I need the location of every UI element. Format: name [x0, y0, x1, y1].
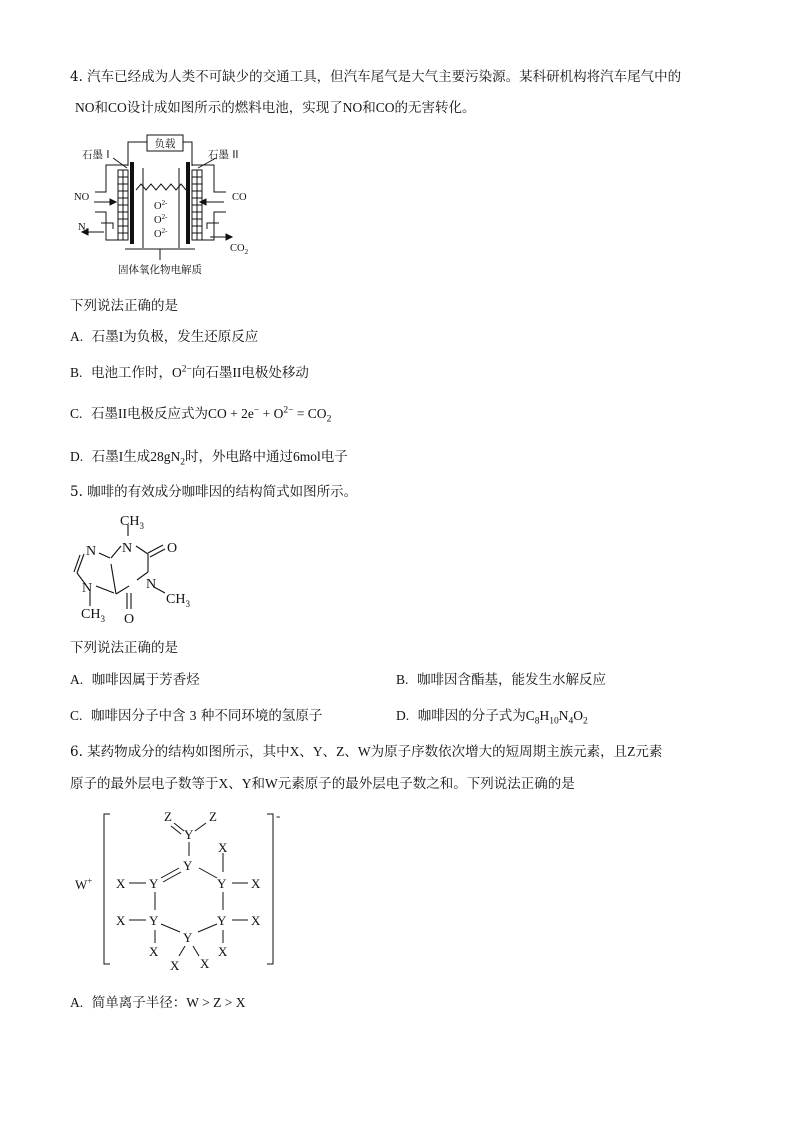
- caffeine-structure: [70, 508, 210, 628]
- co2-outlet-label: $CO_2$: [230, 243, 249, 256]
- electrode-right-label: 石墨 II: [208, 149, 239, 161]
- oxide-ion-label: $O^{2-}$: [154, 199, 168, 212]
- atom-n: N: [82, 581, 93, 596]
- q4-option-b: B. 电池工作时，$O^{2-}$向石墨II电极处移动: [70, 364, 309, 381]
- q5-stem: 5. 咖啡的有效成分咖啡因的结构简式如图所示。: [70, 484, 358, 500]
- atom-y: Y: [149, 913, 159, 928]
- q4-option-d: D. 石墨I生成$28gN_2$时，外电路中通过6mol电子: [70, 449, 348, 468]
- q6-line1: 6. 某药物成分的结构如图所示，其中X、Y、Z、W为原子序数依次增大的短周期主族元素，且Z元素: [70, 744, 663, 760]
- q5-option-c: C. 咖啡因分子中含 3 种不同环境的氢原子: [70, 708, 323, 724]
- oxide-ion-label: $O^{2-}$: [154, 227, 168, 240]
- methyl-group: $CH_3$: [81, 607, 105, 624]
- atom-x: X: [170, 958, 180, 973]
- co-inlet-label: CO: [232, 192, 247, 203]
- atom-x: X: [251, 913, 261, 928]
- methyl-group: $CH_3$: [166, 592, 190, 609]
- no-inlet-label: NO: [74, 192, 90, 203]
- atom-x: X: [218, 944, 228, 959]
- atom-n: N: [86, 544, 97, 559]
- atom-x: X: [218, 840, 228, 855]
- atom-y: Y: [183, 858, 193, 873]
- atom-n: N: [146, 577, 157, 592]
- n2-outlet-label: $N_2$: [78, 222, 90, 235]
- atom-y: Y: [217, 913, 227, 928]
- load-label: 负载: [154, 138, 176, 150]
- q5-option-a: A. 咖啡因属于芳香烃: [70, 672, 200, 688]
- q4-line1: 4. 汽车已经成为人类不可缺少的交通工具，但汽车尾气是大气主要污染源。某科研机构将汽车尾气中的: [70, 69, 682, 85]
- q6-line2: 原子的最外层电子数等于X、Y和W元素原子的最外层电子数之和。下列说法正确的是: [70, 776, 575, 792]
- electrode-left-label: 石墨 I: [82, 149, 110, 161]
- q4-option-a: A. 石墨I为负极，发生还原反应: [70, 329, 259, 345]
- cation-w: W+: [75, 876, 93, 892]
- graphite-electrode-right: [186, 162, 190, 244]
- q4-stem: 下列说法正确的是: [70, 298, 178, 314]
- atom-y: Y: [217, 876, 227, 891]
- atom-n: N: [122, 541, 133, 556]
- ion-structure: [70, 806, 300, 982]
- atom-z: Z: [164, 809, 172, 824]
- anion-charge: -: [276, 808, 281, 823]
- atom-x: X: [116, 876, 126, 891]
- fuel-cell-diagram: [70, 128, 270, 280]
- atom-z: Z: [209, 809, 217, 824]
- q4-line2: NO和CO设计成如图所示的燃料电池，实现了NO和CO的无害转化。: [75, 100, 476, 116]
- atom-x: X: [149, 944, 159, 959]
- atom-y: Y: [184, 827, 194, 842]
- atom-o: O: [124, 612, 135, 627]
- q5-question: 下列说法正确的是: [70, 640, 178, 656]
- electrolyte-caption: 固体氧化物电解质: [118, 264, 202, 276]
- q6-option-a: A. 简单离子半径：W > Z > X: [70, 995, 246, 1011]
- atom-x: X: [251, 876, 261, 891]
- oxide-ion-label: $O^{2-}$: [154, 213, 168, 226]
- atom-y: Y: [149, 876, 159, 891]
- q5-option-d: D. 咖啡因的分子式为$C_8H_{10}N_4O_2$: [396, 708, 588, 727]
- methyl-group: $CH_3$: [120, 514, 144, 531]
- graphite-electrode-left: [130, 162, 134, 244]
- q4-option-c: C. 石墨II电极反应式为CO + $2e^- + O^{2-} = CO_2$: [70, 405, 332, 425]
- atom-o: O: [167, 541, 178, 556]
- atom-x: X: [116, 913, 126, 928]
- q5-option-b: B. 咖啡因含酯基，能发生水解反应: [396, 672, 606, 688]
- atom-y: Y: [183, 930, 193, 945]
- atom-x: X: [200, 956, 210, 971]
